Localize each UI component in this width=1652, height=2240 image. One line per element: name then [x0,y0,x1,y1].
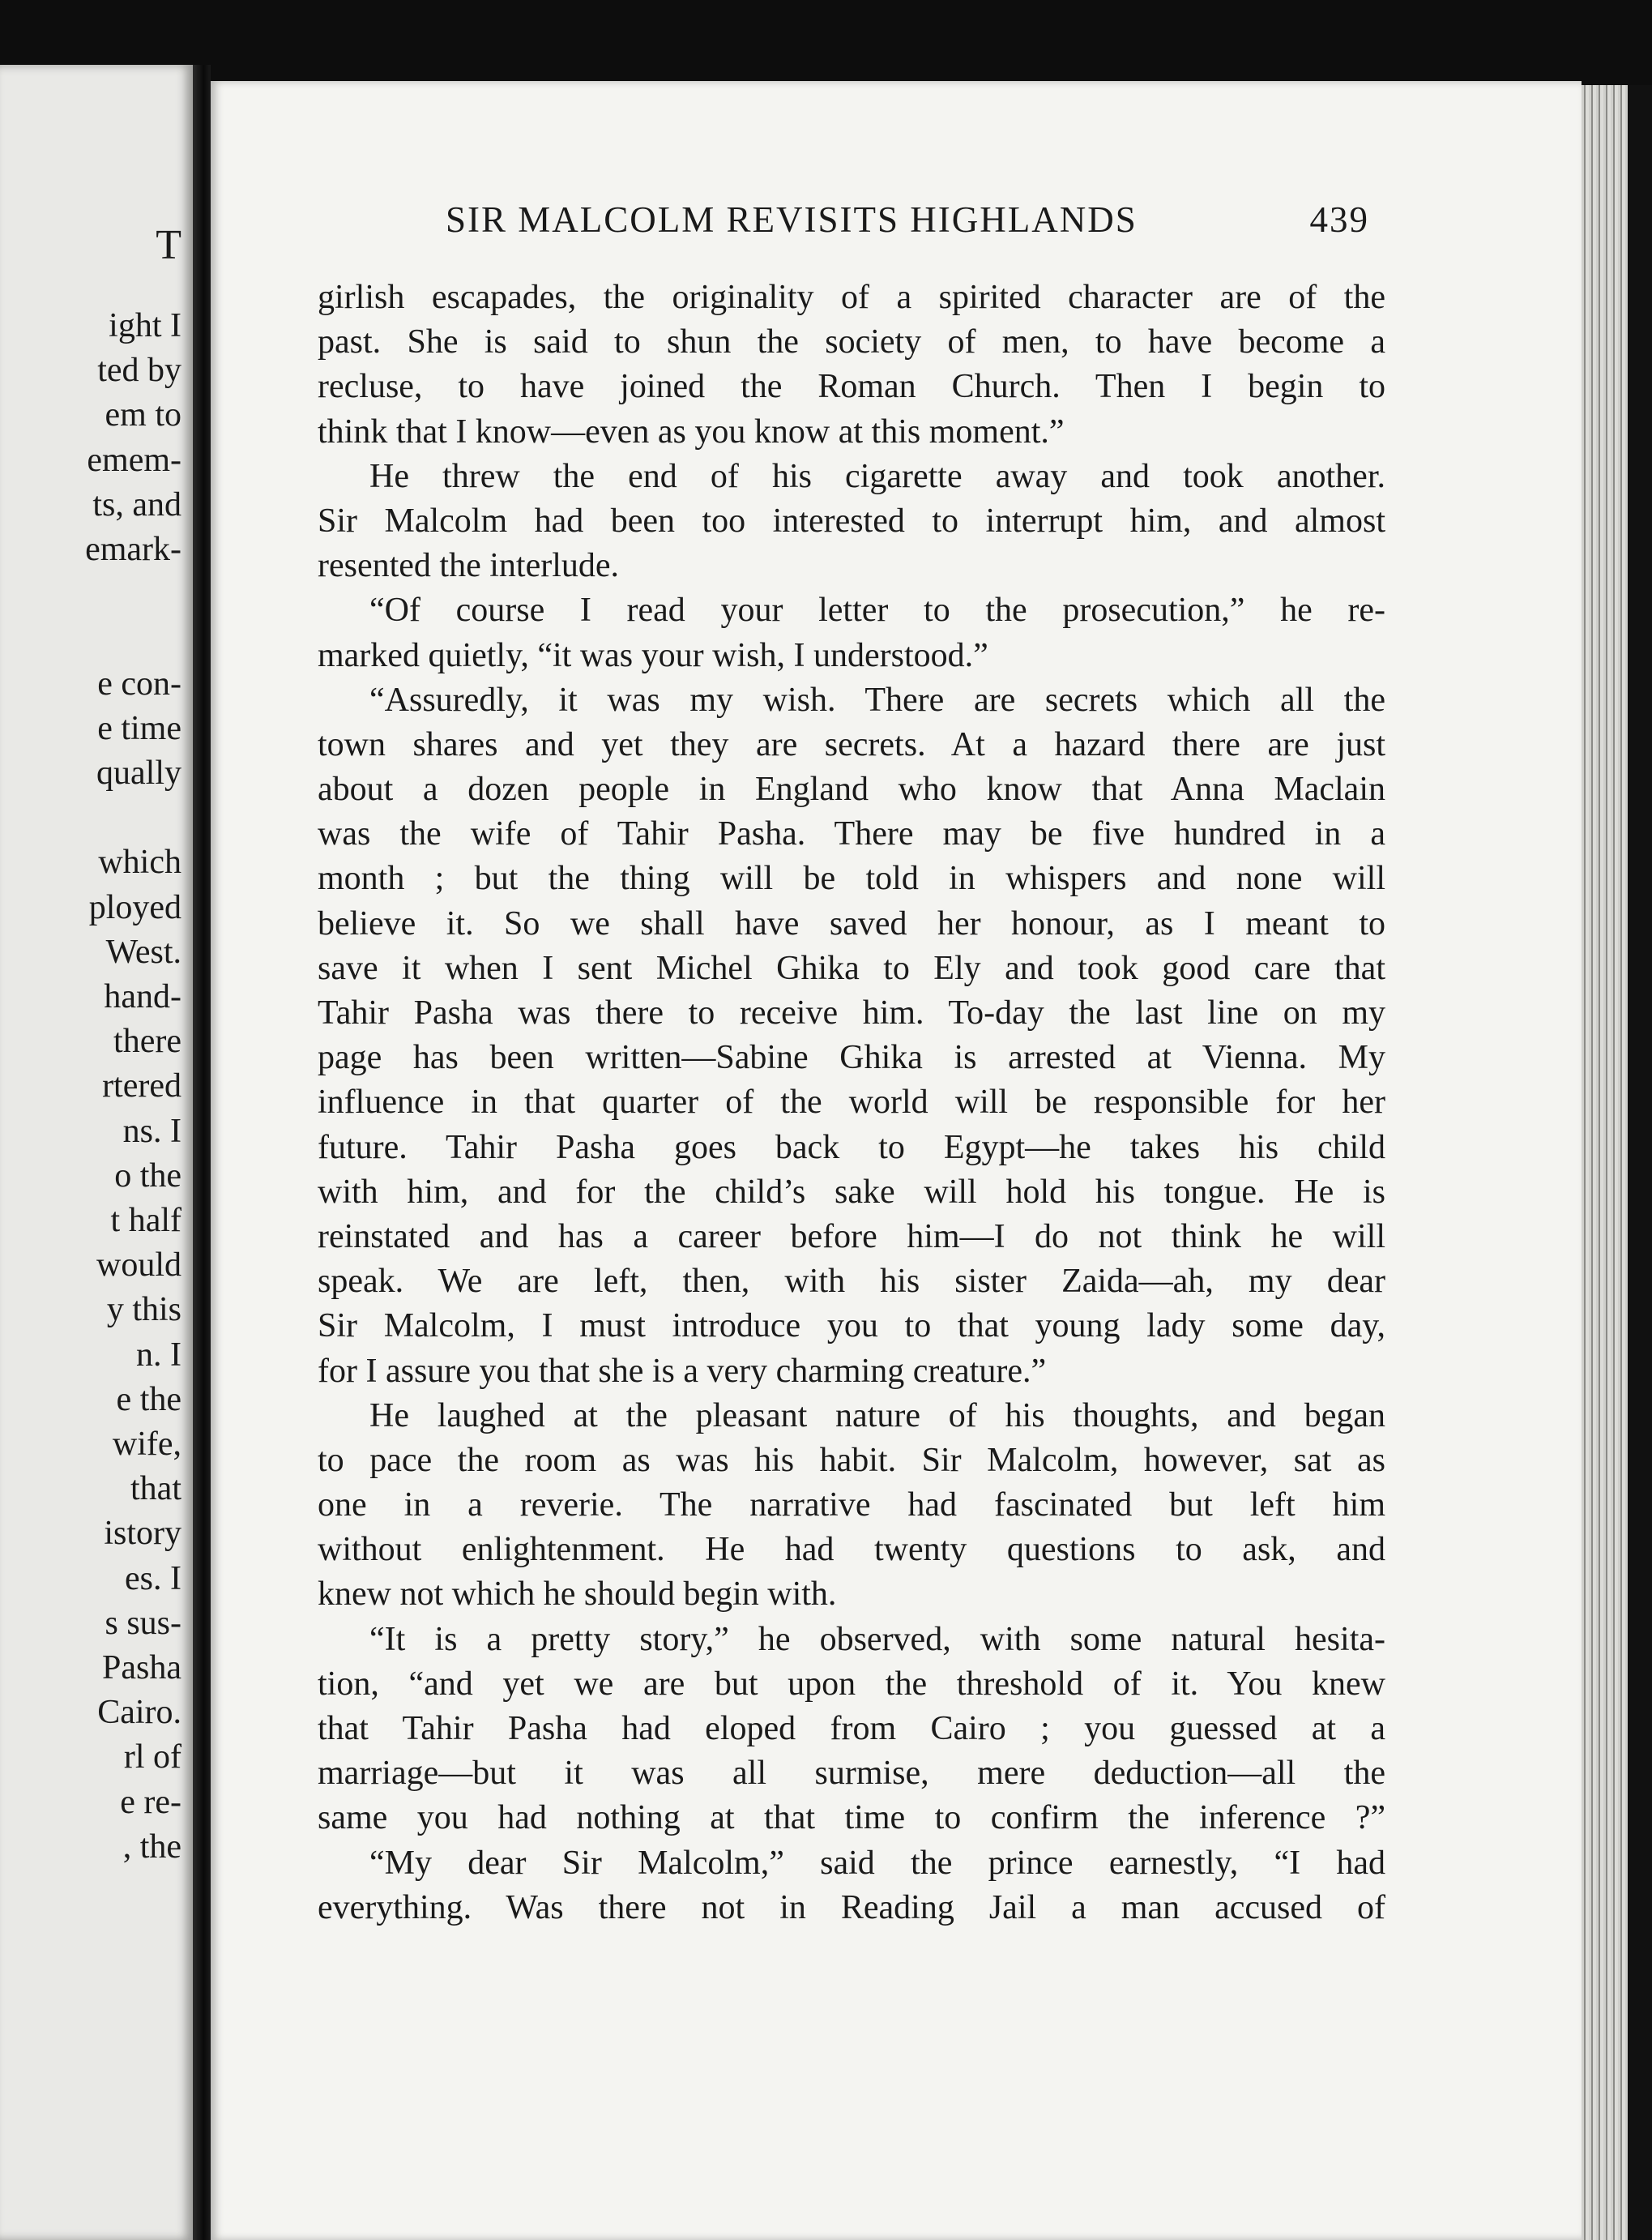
text-line: about a dozen people in England who know that Anna Maclain [318,771,1385,809]
previous-page-line-fragment: es. I [125,1559,181,1597]
previous-page-line-fragment: T [156,222,181,268]
text-line: resented the interlude. [318,547,620,585]
previous-page-line-fragment: e con- [97,665,181,703]
text-line: girlish escapades, the originality of a spirited character are of the [318,279,1385,316]
text-line: everything. Was there not in Reading Jail a man accused of [318,1888,1385,1926]
previous-page-line-fragment: rl of [123,1738,181,1776]
previous-page-line-fragment: e time [97,709,181,747]
text-line: one in a reverie. The narrative had fascinated but left him [318,1486,1385,1524]
text-line: marriage—but it was all surmise, mere deduction—all the [318,1755,1385,1793]
body-text [318,276,1385,1930]
previous-page-line-fragment: y this [106,1291,181,1329]
text-line: was the wife of Tahir Pasha. There may be five hundred in a [318,815,1385,853]
previous-page-line-fragment: hand- [104,978,181,1015]
book-gutter [193,65,211,2240]
previous-page-line-fragment: em to [105,396,181,434]
text-line: influence in that quarter of the world will be responsible for her [318,1084,1385,1122]
text-line: He threw the end of his cigarette away and took another. [369,457,1385,495]
text-line: Sir Malcolm, I must introduce you to that young lady some day, [318,1307,1385,1345]
text-line: “My dear Sir Malcolm,” said the prince earnestly, “I had [369,1844,1385,1882]
previous-page-line-fragment: Cairo. [97,1694,181,1732]
previous-page-line-fragment: wife, [112,1426,181,1463]
text-line: page has been written—Sabine Ghika is arrested at Vienna. My [318,1039,1385,1077]
previous-page-line-fragment: ns. I [122,1112,181,1150]
running-head [446,199,1369,241]
text-line: tion, “and yet we are but upon the threshold of it. You knew [318,1665,1385,1703]
text-line: town shares and yet they are secrets. At a hazard there are just [318,725,1385,763]
previous-page-line-fragment: emem- [87,441,181,479]
text-line: month ; but the thing will be told in whispers and none will [318,860,1385,898]
previous-page-fragment [0,65,193,2240]
text-line: He laughed at the pleasant nature of his thoughts, and began [369,1396,1385,1434]
previous-page-line-fragment: that [130,1470,181,1508]
text-line: for I assure you that she is a very charming creature.” [318,1352,1047,1390]
text-line: Sir Malcolm had been too interested to interrupt him, and almost [318,502,1385,540]
text-line: same you had nothing at that time to confirm the inference ?” [318,1799,1385,1837]
previous-page-line-fragment: would [96,1246,181,1285]
text-line: that Tahir Pasha had eloped from Cairo ; you guessed at a [318,1710,1385,1747]
text-line: “It is a pretty story,” he observed, with some natural hesita- [369,1620,1385,1658]
text-line: past. She is said to shun the society of men, to have become a [318,323,1385,361]
previous-page-line-fragment: ts, and [92,485,181,524]
text-line: “Of course I read your letter to the prosecution,” he re- [369,592,1385,630]
text-line: speak. We are left, then, with his sister Zaida—ah, my dear [318,1263,1385,1301]
previous-page-line-fragment: e re- [120,1783,181,1821]
text-line: believe it. So we shall have saved her honour, as I meant to [318,904,1385,943]
text-line: Tahir Pasha was there to receive him. To-day the last line on my [318,994,1385,1032]
text-line: “Assuredly, it was my wish. There are secrets which all the [369,681,1385,719]
previous-page-line-fragment: emark- [85,531,181,568]
previous-page-line-fragment: s sus- [105,1604,181,1642]
previous-page-line-fragment: ted by [97,352,181,390]
previous-page-line-fragment: West. [105,933,181,971]
running-head-title: SIR MALCOLM REVISITS HIGHLANDS [446,199,1138,240]
previous-page-line-fragment: n. I [136,1336,181,1374]
page-edge [1582,85,1652,2240]
previous-page-line-fragment: o the [114,1156,181,1195]
page-number: 439 [1309,199,1369,240]
previous-page-line-fragment: istory [104,1515,181,1553]
text-line: reinstated and has a career before him—I do not think he will [318,1217,1385,1255]
previous-page-line-fragment: qually [96,755,181,792]
book-page [211,81,1582,2240]
previous-page-line-fragment: which [98,844,181,882]
previous-page-line-fragment: ight I [109,307,181,344]
previous-page-line-fragment: e the [116,1380,181,1418]
previous-page-line-fragment: Pasha [102,1649,181,1686]
text-line: to pace the room as was his habit. Sir Malcolm, however, sat as [318,1441,1385,1479]
text-line: without enlightenment. He had twenty questions to ask, and [318,1531,1385,1569]
previous-page-line-fragment: ployed [88,888,181,926]
text-line: think that I know—even as you know at this moment.” [318,413,1065,451]
previous-page-line-fragment: t half [110,1202,181,1239]
text-line: recluse, to have joined the Roman Church. Then I begin to [318,368,1385,406]
previous-page-line-fragment: there [113,1023,181,1061]
text-line: marked quietly, “it was your wish, I understood.” [318,636,988,674]
text-line: future. Tahir Pasha goes back to Egypt—he takes his child [318,1128,1385,1166]
text-line: with him, and for the child’s sake will hold his tongue. He is [318,1173,1385,1211]
previous-page-line-fragment: rtered [102,1067,181,1105]
previous-page-line-fragment: , the [122,1827,181,1866]
text-line: save it when I sent Michel Ghika to Ely and took good care that [318,949,1385,987]
text-line: knew not which he should begin with. [318,1575,837,1614]
